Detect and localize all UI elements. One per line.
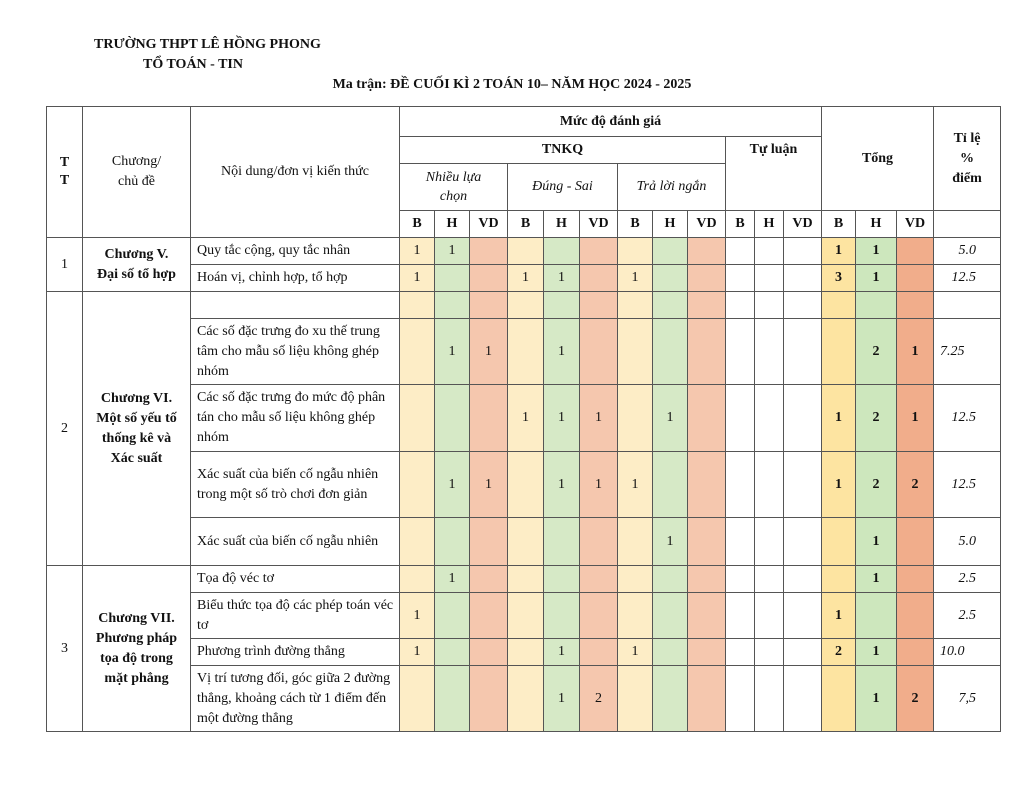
sa-vd-cell xyxy=(688,238,726,265)
percent-cell: 5.0 xyxy=(934,518,1001,566)
level-header: Mức độ đánh giá xyxy=(400,107,822,137)
sa-b-cell xyxy=(618,518,653,566)
mc-b-cell: 1 xyxy=(400,265,435,292)
percent-header: Tỉ lệ % điểm xyxy=(934,107,1001,211)
table-row xyxy=(47,593,1001,639)
mc-vd-cell xyxy=(470,518,508,566)
total-b-cell xyxy=(822,292,856,319)
content-item: Vị trí tương đối, góc giữa 2 đường thẳng, khoảng cách từ 1 điểm đến một đường thẳng xyxy=(191,666,400,732)
content-item: Xác suất của biến cố ngẫu nhiên trong một số trò chơi đơn giản xyxy=(191,452,400,518)
sa-h-cell: 1 xyxy=(653,518,688,566)
tf-vd-cell xyxy=(580,319,618,385)
total-b-header: B xyxy=(822,211,856,238)
total-b-cell: 1 xyxy=(822,593,856,639)
content-item: Xác suất của biến cố ngẫu nhiên xyxy=(191,518,400,566)
total-b-cell: 1 xyxy=(822,452,856,518)
total-h-cell: 2 xyxy=(856,385,897,452)
sa-vd-cell xyxy=(688,593,726,639)
tf-h-cell: 1 xyxy=(544,265,580,292)
essay-h-cell xyxy=(755,385,784,452)
essay-h-cell xyxy=(755,666,784,732)
sa-h-header: H xyxy=(653,211,688,238)
mc-vd-cell xyxy=(470,238,508,265)
percent-cell: 5.0 xyxy=(934,238,1001,265)
sa-b-cell: 1 xyxy=(618,639,653,666)
mc-b-header: B xyxy=(400,211,435,238)
mc-b-cell xyxy=(400,666,435,732)
sa-h-cell xyxy=(653,292,688,319)
essay-b-cell xyxy=(726,265,755,292)
essay-b-cell xyxy=(726,452,755,518)
total-h-cell xyxy=(856,292,897,319)
total-h-cell: 1 xyxy=(856,238,897,265)
mc-vd-cell: 1 xyxy=(470,319,508,385)
table-row xyxy=(47,319,1001,385)
tf-b-cell xyxy=(508,292,544,319)
row-number: 1 xyxy=(47,238,83,292)
essay-b-cell xyxy=(726,639,755,666)
total-b-cell xyxy=(822,518,856,566)
sa-vd-cell xyxy=(688,639,726,666)
school-name: TRƯỜNG THPT LÊ HỒNG PHONG xyxy=(94,37,321,52)
tf-h-cell xyxy=(544,593,580,639)
sa-h-cell xyxy=(653,452,688,518)
mc-h-cell xyxy=(435,593,470,639)
tf-b-header: B xyxy=(508,211,544,238)
tf-h-cell: 1 xyxy=(544,666,580,732)
percent-cell: 2.5 xyxy=(934,593,1001,639)
total-header: Tổng xyxy=(822,107,934,211)
table-row xyxy=(47,238,1001,265)
essay-vd-cell xyxy=(784,593,822,639)
sa-b-cell xyxy=(618,238,653,265)
total-vd-header: VD xyxy=(897,211,934,238)
matrix-body xyxy=(47,238,1001,732)
tf-h-cell xyxy=(544,566,580,593)
chapter-header: Chương/ chủ đề xyxy=(83,107,191,238)
tf-vd-header: VD xyxy=(580,211,618,238)
tf-vd-cell: 1 xyxy=(580,385,618,452)
percent-cell: 2.5 xyxy=(934,566,1001,593)
mc-b-cell xyxy=(400,292,435,319)
essay-vd-cell xyxy=(784,319,822,385)
essay-h-cell xyxy=(755,292,784,319)
essay-h-cell xyxy=(755,566,784,593)
total-vd-cell xyxy=(897,593,934,639)
sa-b-cell xyxy=(618,292,653,319)
sa-h-cell xyxy=(653,265,688,292)
tf-vd-cell: 1 xyxy=(580,452,618,518)
sa-vd-cell xyxy=(688,292,726,319)
tf-vd-cell xyxy=(580,292,618,319)
tf-vd-cell xyxy=(580,566,618,593)
tf-b-cell: 1 xyxy=(508,385,544,452)
mc-vd-cell: 1 xyxy=(470,452,508,518)
sa-h-cell xyxy=(653,238,688,265)
mc-h-cell xyxy=(435,639,470,666)
essay-b-cell xyxy=(726,319,755,385)
sa-b-cell xyxy=(618,319,653,385)
table-row xyxy=(47,566,1001,593)
essay-b-cell xyxy=(726,566,755,593)
tf-b-cell xyxy=(508,319,544,385)
table-row xyxy=(47,292,1001,319)
content-item: Hoán vị, chỉnh hợp, tổ hợp xyxy=(191,265,400,292)
sa-b-cell: 1 xyxy=(618,265,653,292)
essay-h-cell xyxy=(755,452,784,518)
total-b-cell xyxy=(822,666,856,732)
percent-cell: 10.0 xyxy=(934,639,1001,666)
mc-b-cell xyxy=(400,566,435,593)
essay-vd-cell xyxy=(784,265,822,292)
sa-h-cell xyxy=(653,666,688,732)
tf-vd-cell: 2 xyxy=(580,666,618,732)
multiple-choice-header: Nhiều lựa chọn xyxy=(400,164,508,211)
essay-vd-cell xyxy=(784,238,822,265)
table-row xyxy=(47,452,1001,518)
total-h-cell: 1 xyxy=(856,566,897,593)
table-row xyxy=(47,518,1001,566)
sa-vd-cell xyxy=(688,319,726,385)
mc-vd-cell xyxy=(470,639,508,666)
mc-b-cell: 1 xyxy=(400,593,435,639)
essay-vd-cell xyxy=(784,639,822,666)
essay-vd-cell xyxy=(784,292,822,319)
content-item: Các số đặc trưng đo xu thế trung tâm cho mẫu số liệu không ghép nhóm xyxy=(191,319,400,385)
total-h-header: H xyxy=(856,211,897,238)
tt-header: T T xyxy=(47,107,83,238)
mc-b-cell xyxy=(400,385,435,452)
essay-header: Tự luận xyxy=(726,137,822,211)
mc-h-cell xyxy=(435,265,470,292)
percent-cell: 12.5 xyxy=(934,452,1001,518)
mc-h-header: H xyxy=(435,211,470,238)
tf-b-cell xyxy=(508,666,544,732)
essay-b-cell xyxy=(726,238,755,265)
sa-b-cell xyxy=(618,385,653,452)
essay-h-cell xyxy=(755,593,784,639)
tf-h-cell: 1 xyxy=(544,639,580,666)
total-b-cell: 1 xyxy=(822,238,856,265)
tf-vd-cell xyxy=(580,238,618,265)
sa-vd-cell xyxy=(688,385,726,452)
department-name: TỔ TOÁN - TIN xyxy=(143,57,243,72)
content-item: Phương trình đường thẳng xyxy=(191,639,400,666)
total-vd-cell xyxy=(897,518,934,566)
essay-h-header: H xyxy=(755,211,784,238)
sa-vd-cell xyxy=(688,452,726,518)
sa-h-cell xyxy=(653,566,688,593)
essay-b-cell xyxy=(726,385,755,452)
mc-vd-header: VD xyxy=(470,211,508,238)
tnkq-header: TNKQ xyxy=(400,137,726,164)
essay-h-cell xyxy=(755,265,784,292)
mc-h-cell xyxy=(435,292,470,319)
mc-h-cell: 1 xyxy=(435,566,470,593)
sa-h-cell: 1 xyxy=(653,385,688,452)
sa-h-cell xyxy=(653,639,688,666)
mc-vd-cell xyxy=(470,292,508,319)
essay-h-cell xyxy=(755,238,784,265)
percent-cell: 7,5 xyxy=(934,666,1001,732)
mc-b-cell: 1 xyxy=(400,238,435,265)
tf-h-cell xyxy=(544,238,580,265)
true-false-header: Đúng - Sai xyxy=(508,164,618,211)
mc-h-cell xyxy=(435,385,470,452)
row-number: 2 xyxy=(47,292,83,566)
total-vd-cell xyxy=(897,566,934,593)
content-item: Biểu thức tọa độ các phép toán véc tơ xyxy=(191,593,400,639)
mc-vd-cell xyxy=(470,593,508,639)
essay-b-cell xyxy=(726,292,755,319)
table-row xyxy=(47,666,1001,732)
sa-vd-cell xyxy=(688,518,726,566)
tf-h-cell: 1 xyxy=(544,385,580,452)
row-number: 3 xyxy=(47,566,83,732)
total-b-cell: 3 xyxy=(822,265,856,292)
essay-b-cell xyxy=(726,593,755,639)
tf-h-cell xyxy=(544,518,580,566)
tf-vd-cell xyxy=(580,593,618,639)
essay-vd-cell xyxy=(784,518,822,566)
mc-vd-cell xyxy=(470,385,508,452)
total-h-cell xyxy=(856,593,897,639)
essay-h-cell xyxy=(755,518,784,566)
total-b-cell xyxy=(822,566,856,593)
essay-b-cell xyxy=(726,666,755,732)
tf-b-cell: 1 xyxy=(508,265,544,292)
mc-h-cell: 1 xyxy=(435,319,470,385)
content-header: Nội dung/đơn vị kiến thức xyxy=(191,107,400,238)
sa-b-cell: 1 xyxy=(618,452,653,518)
tf-b-cell xyxy=(508,593,544,639)
percent-cell: 12.5 xyxy=(934,385,1001,452)
sa-b-cell xyxy=(618,566,653,593)
essay-vd-cell xyxy=(784,566,822,593)
mc-vd-cell xyxy=(470,566,508,593)
essay-b-header: B xyxy=(726,211,755,238)
sa-h-cell xyxy=(653,319,688,385)
mc-b-cell xyxy=(400,518,435,566)
total-h-cell: 1 xyxy=(856,639,897,666)
tf-b-cell xyxy=(508,518,544,566)
essay-b-cell xyxy=(726,518,755,566)
short-answer-header: Trả lời ngắn xyxy=(618,164,726,211)
table-row xyxy=(47,265,1001,292)
tf-vd-cell xyxy=(580,518,618,566)
mc-h-cell: 1 xyxy=(435,452,470,518)
sa-vd-cell xyxy=(688,265,726,292)
sa-vd-cell xyxy=(688,666,726,732)
table-row xyxy=(47,385,1001,452)
essay-h-cell xyxy=(755,319,784,385)
total-b-cell xyxy=(822,319,856,385)
total-h-cell: 1 xyxy=(856,265,897,292)
total-vd-cell: 2 xyxy=(897,452,934,518)
sa-b-cell xyxy=(618,666,653,732)
total-h-cell: 1 xyxy=(856,518,897,566)
sa-b-cell xyxy=(618,593,653,639)
tf-vd-cell xyxy=(580,639,618,666)
percent-cell: 7.25 xyxy=(934,319,1001,385)
mc-h-cell xyxy=(435,518,470,566)
percent-blank-header xyxy=(934,211,1001,238)
sa-b-header: B xyxy=(618,211,653,238)
total-vd-cell xyxy=(897,639,934,666)
tf-vd-cell xyxy=(580,265,618,292)
mc-b-cell xyxy=(400,319,435,385)
tf-h-cell: 1 xyxy=(544,319,580,385)
essay-vd-cell xyxy=(784,385,822,452)
tf-b-cell xyxy=(508,566,544,593)
table-row xyxy=(47,639,1001,666)
mc-vd-cell xyxy=(470,265,508,292)
sa-h-cell xyxy=(653,593,688,639)
tf-h-cell: 1 xyxy=(544,452,580,518)
chapter-name: Chương VI. Một số yếu tố thống kê và Xác suất xyxy=(83,292,191,566)
total-b-cell: 2 xyxy=(822,639,856,666)
page-title: Ma trận: ĐỀ CUỐI KÌ 2 TOÁN 10– NĂM HỌC 2024 - 2025 xyxy=(332,77,692,92)
exam-matrix-table xyxy=(46,106,1001,732)
total-vd-cell: 2 xyxy=(897,666,934,732)
chapter-name: Chương VII. Phương pháp tọa độ trong mặt phẳng xyxy=(83,566,191,732)
total-vd-cell xyxy=(897,265,934,292)
chapter-name: Chương V. Đại số tổ hợp xyxy=(83,238,191,292)
mc-b-cell: 1 xyxy=(400,639,435,666)
total-h-cell: 1 xyxy=(856,666,897,732)
essay-vd-cell xyxy=(784,666,822,732)
total-vd-cell xyxy=(897,292,934,319)
sa-vd-header: VD xyxy=(688,211,726,238)
percent-cell xyxy=(934,292,1001,319)
tf-h-cell xyxy=(544,292,580,319)
tf-b-cell xyxy=(508,238,544,265)
essay-vd-header: VD xyxy=(784,211,822,238)
content-item: Tọa độ véc tơ xyxy=(191,566,400,593)
content-item: Quy tắc cộng, quy tắc nhân xyxy=(191,238,400,265)
mc-vd-cell xyxy=(470,666,508,732)
essay-h-cell xyxy=(755,639,784,666)
total-b-cell: 1 xyxy=(822,385,856,452)
tf-b-cell xyxy=(508,452,544,518)
total-h-cell: 2 xyxy=(856,319,897,385)
total-vd-cell: 1 xyxy=(897,319,934,385)
essay-vd-cell xyxy=(784,452,822,518)
tf-h-header: H xyxy=(544,211,580,238)
total-h-cell: 2 xyxy=(856,452,897,518)
percent-cell: 12.5 xyxy=(934,265,1001,292)
mc-h-cell: 1 xyxy=(435,238,470,265)
mc-h-cell xyxy=(435,666,470,732)
content-item xyxy=(191,292,400,319)
total-vd-cell xyxy=(897,238,934,265)
sa-vd-cell xyxy=(688,566,726,593)
mc-b-cell xyxy=(400,452,435,518)
content-item: Các số đặc trưng đo mức độ phân tán cho mẫu số liệu không ghép nhóm xyxy=(191,385,400,452)
tf-b-cell xyxy=(508,639,544,666)
total-vd-cell: 1 xyxy=(897,385,934,452)
